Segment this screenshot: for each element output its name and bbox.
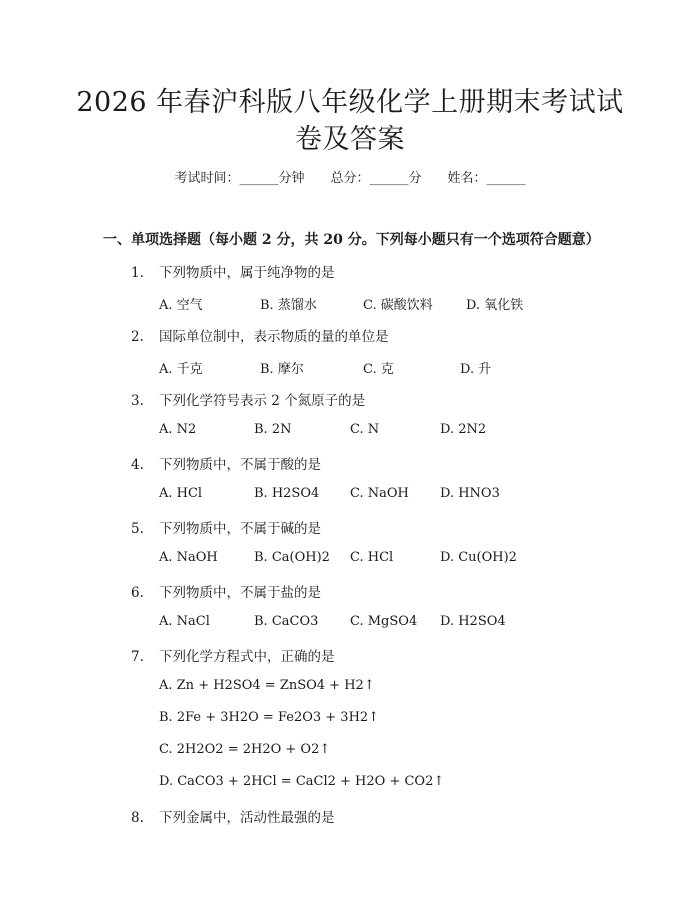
exam-meta [0, 167, 700, 186]
option-c: C. 2H2O2 = 2H2O + O2↑ [159, 742, 331, 757]
total-score-field: 总分：______分 [330, 171, 422, 186]
option-c: C. 克 [363, 362, 394, 377]
question-number: 1. [131, 265, 144, 281]
student-name-field: 姓名：______ [447, 171, 526, 186]
option-b: B. 蒸馏水 [260, 298, 317, 313]
question-5 [131, 517, 321, 537]
option-c: C. HCl [350, 550, 394, 565]
question-1 [131, 261, 335, 281]
section-heading: 一、单项选择题（每小题 2 分，共 20 分。下列每小题只有一个选项符合题意） [103, 232, 600, 248]
question-7 [131, 645, 335, 665]
question-text: 下列物质中，不属于盐的是 [159, 585, 321, 601]
option-d: D. H2SO4 [440, 614, 506, 629]
option-a: A. 空气 [159, 298, 203, 313]
question-number: 2. [131, 329, 144, 345]
question-2 [131, 325, 389, 345]
question-text: 下列物质中，不属于碱的是 [159, 521, 321, 537]
question-text: 下列金属中，活动性最强的是 [159, 810, 335, 826]
question-number: 8. [131, 810, 144, 826]
option-c: C. 碳酸饮料 [363, 298, 433, 313]
option-b: B. H2SO4 [254, 486, 320, 501]
question-8 [131, 806, 335, 826]
option-b: B. 摩尔 [260, 362, 304, 377]
option-b: B. Ca(OH)2 [254, 550, 330, 565]
option-a: A. HCl [159, 486, 203, 501]
question-3 [131, 389, 365, 409]
option-c: C. MgSO4 [350, 614, 418, 629]
option-d: D. 升 [460, 362, 492, 377]
question-number: 5. [131, 521, 144, 537]
page-title-line-1: 2026 年春沪科版八年级化学上册期末考试试 [76, 87, 624, 118]
question-text: 下列物质中，属于纯净物的是 [159, 265, 335, 281]
question-number: 6. [131, 585, 144, 601]
option-d: D. 2N2 [440, 422, 487, 437]
option-d: D. HNO3 [440, 486, 500, 501]
option-b: B. 2Fe + 3H2O = Fe2O3 + 3H2↑ [159, 710, 380, 725]
question-text: 国际单位制中，表示物质的量的单位是 [159, 329, 389, 345]
question-text: 下列化学符号表示 2 个氮原子的是 [159, 393, 366, 409]
option-a: A. NaCl [159, 614, 210, 629]
question-4 [131, 453, 321, 473]
page-title-line-2: 卷及答案 [295, 124, 405, 155]
option-a: A. 千克 [159, 362, 203, 377]
option-d: D. CaCO3 + 2HCl = CaCl2 + H2O + CO2↑ [159, 774, 445, 789]
option-c: C. NaOH [350, 486, 409, 501]
option-c: C. N [350, 422, 380, 437]
question-text: 下列化学方程式中，正确的是 [159, 649, 335, 665]
question-number: 4. [131, 457, 144, 473]
option-b: B. CaCO3 [254, 614, 319, 629]
option-b: B. 2N [254, 422, 292, 437]
option-a: A. N2 [159, 422, 197, 437]
exam-time-field: 考试时间：______分钟 [174, 171, 305, 186]
option-d: D. Cu(OH)2 [440, 550, 517, 565]
option-d: D. 氧化铁 [466, 298, 524, 313]
question-number: 7. [131, 649, 144, 665]
option-a: A. Zn + H2SO4 = ZnSO4 + H2↑ [159, 678, 375, 693]
option-a: A. NaOH [159, 550, 218, 565]
question-text: 下列物质中，不属于酸的是 [159, 457, 321, 473]
question-number: 3. [131, 393, 144, 409]
question-6 [131, 581, 321, 601]
